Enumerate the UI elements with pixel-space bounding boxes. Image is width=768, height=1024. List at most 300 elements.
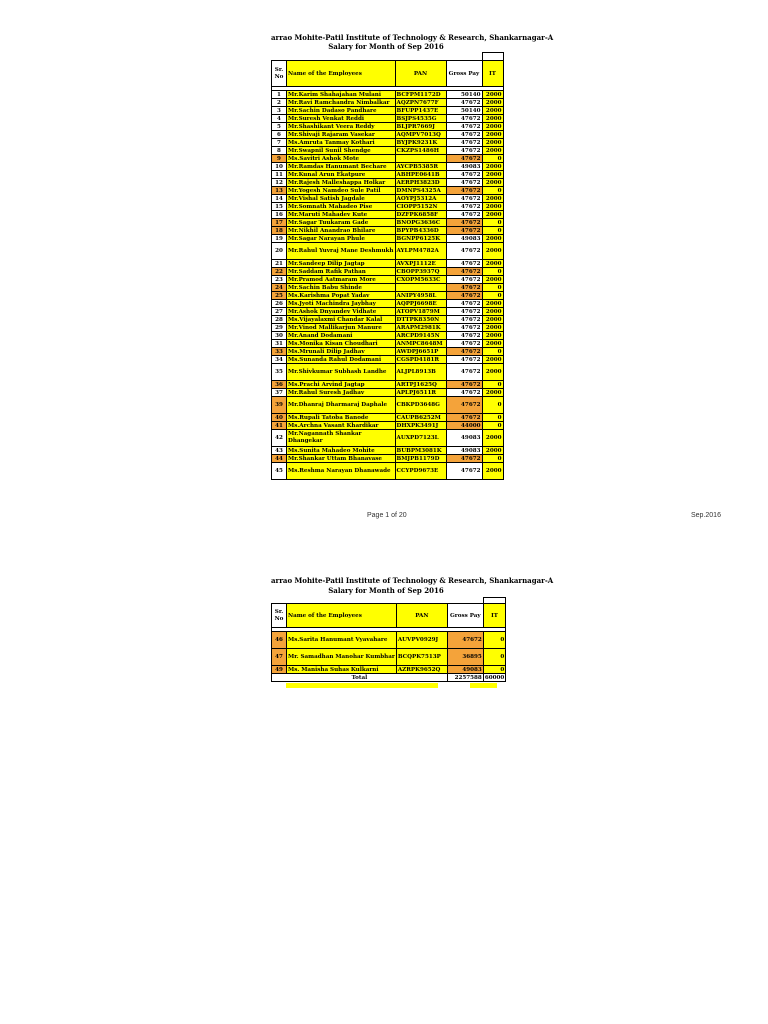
cell-gross: 47672 — [446, 195, 482, 203]
cell-gross: 47672 — [446, 389, 482, 397]
cell-sr: 44 — [272, 455, 287, 463]
cell-gross: 47672 — [446, 300, 482, 308]
table-row — [272, 91, 504, 99]
cell-name: Mr.Shivkumar Subhash Landhe — [287, 364, 396, 381]
cell-pan: ATOPV1879M — [395, 308, 446, 316]
cell-it: 0 — [482, 348, 503, 356]
cell-pan: ANMPC8648M — [395, 340, 446, 348]
table-row — [272, 430, 504, 447]
cell-name: Mr.Shashikant Veera Reddy — [287, 123, 396, 131]
cell-pan: AZRPK9652Q — [396, 666, 447, 674]
cell-gross: 47672 — [447, 632, 483, 649]
cell-it: 0 — [482, 292, 503, 300]
cell-name: Ms.Vijayalaxmi Chandar Kalal — [287, 316, 396, 324]
cell-it: 2000 — [482, 340, 503, 348]
cell-pan: BGNPP6125K — [395, 235, 446, 243]
total-label: Total — [272, 674, 448, 682]
cell-name: Mr.Suresh Venkat Reddi — [287, 115, 396, 123]
cell-it: 2000 — [482, 308, 503, 316]
cell-gross: 47672 — [446, 308, 482, 316]
cell-gross: 47672 — [446, 99, 482, 107]
cell-it: 0 — [483, 666, 505, 674]
cell-name: Mr.Sachin Babu Shinde — [287, 284, 396, 292]
table-row — [272, 463, 504, 480]
cell-sr: 22 — [272, 268, 287, 276]
cell-pan — [395, 284, 446, 292]
table-row — [272, 187, 504, 195]
table-row — [272, 284, 504, 292]
cell-pan: AWDPJ6651P — [395, 348, 446, 356]
cell-name: Ms.Amruta Tanmay Kothari — [287, 139, 396, 147]
cell-sr: 4 — [272, 115, 287, 123]
cell-name: Ms.Karishma Popat Yadav — [287, 292, 396, 300]
table-row — [272, 171, 504, 179]
table-row — [272, 243, 504, 260]
col-header-it-p2: IT — [483, 604, 505, 628]
cell-pan: AERPH3823D — [395, 179, 446, 187]
cell-gross: 47672 — [446, 155, 482, 163]
cell-pan: ABHPE0641B — [395, 171, 446, 179]
header-top-cell — [482, 53, 503, 61]
cell-sr: 15 — [272, 203, 287, 211]
cell-name: Ms. Manisha Suhas Kulkarni — [287, 666, 397, 674]
cell-pan: ALJPL8913B — [395, 364, 446, 381]
table-row — [272, 227, 504, 235]
cell-gross: 47672 — [446, 340, 482, 348]
cell-name: Ms.Reshma Narayan Dhanawade — [287, 463, 396, 480]
table-row — [272, 179, 504, 187]
cell-it: 2000 — [482, 163, 503, 171]
cell-sr: 19 — [272, 235, 287, 243]
cell-pan: CBKPD3648G — [395, 397, 446, 414]
cell-sr: 12 — [272, 179, 287, 187]
table-row — [272, 397, 504, 414]
table-row — [272, 632, 506, 649]
cell-it: 0 — [482, 397, 503, 414]
cell-gross: 47672 — [446, 324, 482, 332]
cell-gross: 47672 — [446, 211, 482, 219]
cell-sr: 46 — [272, 632, 287, 649]
cell-name: Mr.Anand Dodamani — [287, 332, 396, 340]
cell-it: 2000 — [482, 139, 503, 147]
cell-it: 2000 — [482, 147, 503, 155]
cell-sr: 33 — [272, 348, 287, 356]
cell-sr: 21 — [272, 260, 287, 268]
cell-name: Mr.Ravi Ramchandra Nimbalkar — [287, 99, 396, 107]
salary-table-page-1 — [271, 52, 504, 480]
cell-gross: 47672 — [446, 131, 482, 139]
cell-sr: 47 — [272, 649, 287, 666]
table-row — [272, 649, 506, 666]
cell-sr: 28 — [272, 316, 287, 324]
cell-name: Mr. Samadhan Manohar Kumbhar — [287, 649, 397, 666]
table-row — [272, 211, 504, 219]
cell-gross: 47672 — [446, 356, 482, 364]
cell-pan: DMNPS4325A — [395, 187, 446, 195]
cell-name: Mr.Dhanraj Dharmaraj Daphale — [287, 397, 396, 414]
col-header-pan: PAN — [395, 61, 446, 87]
cell-gross: 50140 — [446, 91, 482, 99]
cell-name: Mr.Vishal Satish Jagdale — [287, 195, 396, 203]
cell-gross: 44000 — [446, 422, 482, 430]
cell-gross: 47672 — [446, 397, 482, 414]
table-row — [272, 332, 504, 340]
cell-it: 0 — [483, 649, 505, 666]
cell-it: 2000 — [482, 123, 503, 131]
cell-gross: 47672 — [446, 316, 482, 324]
cell-sr: 2 — [272, 99, 287, 107]
table-row — [272, 340, 504, 348]
cell-gross: 47672 — [446, 123, 482, 131]
cell-sr: 35 — [272, 364, 287, 381]
cell-it: 2000 — [482, 91, 503, 99]
highlight-bar-it — [470, 683, 497, 688]
cell-it: 2000 — [482, 364, 503, 381]
col-header-name: Name of the Employees — [287, 61, 396, 87]
cell-gross: 47672 — [446, 219, 482, 227]
cell-sr: 40 — [272, 414, 287, 422]
cell-gross: 47672 — [446, 463, 482, 480]
cell-gross: 47672 — [446, 227, 482, 235]
cell-it: 2000 — [482, 463, 503, 480]
cell-sr: 45 — [272, 463, 287, 480]
cell-name: Mr.Vinod Mallikarjun Manure — [287, 324, 396, 332]
table-row — [272, 292, 504, 300]
cell-it: 2000 — [482, 430, 503, 447]
table-row — [272, 422, 504, 430]
cell-it: 0 — [482, 227, 503, 235]
cell-pan: AQMPV7013Q — [395, 131, 446, 139]
cell-sr: 49 — [272, 666, 287, 674]
col-header-pan-p2: PAN — [396, 604, 447, 628]
cell-pan: CKZPS1486H — [395, 147, 446, 155]
cell-sr: 29 — [272, 324, 287, 332]
cell-sr: 11 — [272, 171, 287, 179]
cell-pan: BLJPR7669J — [395, 123, 446, 131]
cell-pan: BFUPP1437E — [395, 107, 446, 115]
table-row — [272, 107, 504, 115]
highlight-bar — [286, 683, 438, 688]
cell-pan: ARCPD9145N — [395, 332, 446, 340]
cell-sr: 41 — [272, 422, 287, 430]
cell-sr: 8 — [272, 147, 287, 155]
cell-it: 2000 — [482, 211, 503, 219]
cell-gross: 47672 — [446, 364, 482, 381]
cell-name: Ms.Monika Kisan Choudhari — [287, 340, 396, 348]
cell-sr: 24 — [272, 284, 287, 292]
cell-gross: 47672 — [446, 276, 482, 284]
cell-name: Mr.Ramdas Hanumant Bechare — [287, 163, 396, 171]
footer-date: Sep.2016 — [691, 512, 721, 519]
cell-gross: 49083 — [446, 235, 482, 243]
cell-name: Ms.Prachi Arvind Jagtap — [287, 381, 396, 389]
cell-pan: BNOPG3636C — [395, 219, 446, 227]
cell-pan: CIOPP5152N — [395, 203, 446, 211]
cell-pan: BYJPK9231K — [395, 139, 446, 147]
cell-pan: CCYPD9673E — [395, 463, 446, 480]
cell-pan: AYCPB5385R — [395, 163, 446, 171]
total-gross: 2257588 — [447, 674, 483, 682]
cell-gross: 47672 — [446, 455, 482, 463]
cell-pan: AYLPM4782A — [395, 243, 446, 260]
cell-name: Ms.Jyoti Machindra Jaybhay — [287, 300, 396, 308]
table-row — [272, 364, 504, 381]
table-row — [272, 195, 504, 203]
cell-gross: 47672 — [446, 203, 482, 211]
cell-sr: 26 — [272, 300, 287, 308]
cell-it: 2000 — [482, 332, 503, 340]
cell-name: Ms.Rupali Tatoba Banode — [287, 414, 396, 422]
table-row — [272, 389, 504, 397]
cell-sr: 37 — [272, 389, 287, 397]
cell-it: 2000 — [482, 447, 503, 455]
cell-name: Mr.Swapnil Sunil Shendge — [287, 147, 396, 155]
cell-name: Mr.Ashok Dnyandev Vidhate — [287, 308, 396, 316]
cell-it: 0 — [482, 381, 503, 389]
cell-pan: CGSPD4181R — [395, 356, 446, 364]
cell-sr: 34 — [272, 356, 287, 364]
table-row — [272, 115, 504, 123]
table-row — [272, 139, 504, 147]
cell-sr: 7 — [272, 139, 287, 147]
cell-gross: 47672 — [446, 243, 482, 260]
table-row — [272, 455, 504, 463]
cell-gross: 49083 — [446, 447, 482, 455]
table-row — [272, 414, 504, 422]
cell-name: Mr.Shivaji Rajaram Vasekar — [287, 131, 396, 139]
cell-it: 2000 — [482, 276, 503, 284]
cell-it: 0 — [482, 284, 503, 292]
cell-sr: 6 — [272, 131, 287, 139]
cell-name: Mr.Maruti Mahadev Kute — [287, 211, 396, 219]
cell-sr: 25 — [272, 292, 287, 300]
cell-sr: 20 — [272, 243, 287, 260]
cell-gross: 47672 — [446, 284, 482, 292]
cell-gross: 47672 — [446, 147, 482, 155]
table-row — [272, 163, 504, 171]
table-row — [272, 324, 504, 332]
cell-it: 2000 — [482, 195, 503, 203]
cell-it: 0 — [482, 155, 503, 163]
cell-name: Mr.Sagar Tuukaram Gade — [287, 219, 396, 227]
cell-pan: CXOPM5633C — [395, 276, 446, 284]
cell-pan: BUBPM3081K — [395, 447, 446, 455]
table-row — [272, 260, 504, 268]
cell-it: 2000 — [482, 107, 503, 115]
table-row — [272, 348, 504, 356]
cell-name: Mr.Saddam Rafik Pathan — [287, 268, 396, 276]
cell-gross: 50140 — [446, 107, 482, 115]
cell-gross: 47672 — [446, 139, 482, 147]
cell-pan — [395, 155, 446, 163]
cell-pan: BMJPB1179D — [395, 455, 446, 463]
cell-it: 2000 — [482, 389, 503, 397]
cell-pan: ARAPM2981K — [395, 324, 446, 332]
cell-name: Ms.Sarita Hanumant Vyavahare — [287, 632, 397, 649]
cell-it: 2000 — [482, 235, 503, 243]
cell-name: Mr.Sandeep Dilip Jagtap — [287, 260, 396, 268]
cell-pan: BCQPK7513P — [396, 649, 447, 666]
col-header-sr-p2: Sr. No — [272, 604, 287, 628]
col-header-it: IT — [482, 61, 503, 87]
cell-name: Mr.Kunal Arun Ekatpure — [287, 171, 396, 179]
cell-pan: DHXPK3491J — [395, 422, 446, 430]
cell-gross: 47672 — [446, 115, 482, 123]
cell-pan: BPYPB4336D — [395, 227, 446, 235]
table-row — [272, 235, 504, 243]
cell-pan: CBOPP3937Q — [395, 268, 446, 276]
cell-it: 0 — [482, 187, 503, 195]
table-row — [272, 219, 504, 227]
cell-it: 0 — [482, 414, 503, 422]
cell-pan: ANIPY4958L — [395, 292, 446, 300]
table-row — [272, 381, 504, 389]
cell-pan: AQZPN7677F — [395, 99, 446, 107]
cell-name: Mr.Nikhil Anandrao Bhilare — [287, 227, 396, 235]
cell-pan: AUVPV0929J — [396, 632, 447, 649]
cell-gross: 36895 — [447, 649, 483, 666]
cell-gross: 47672 — [446, 179, 482, 187]
cell-name: Ms.Sunita Mahadeo Mohite — [287, 447, 396, 455]
cell-gross: 47672 — [446, 414, 482, 422]
table-row — [272, 203, 504, 211]
cell-gross: 47672 — [446, 260, 482, 268]
cell-pan: ARTPJ1625Q — [395, 381, 446, 389]
cell-name: Mr.Yogesh Namdeo Sule Patil — [287, 187, 396, 195]
cell-it: 0 — [482, 219, 503, 227]
cell-gross: 47672 — [446, 332, 482, 340]
table-row — [272, 276, 504, 284]
cell-name: Mr.Karim Shahajahan Mulani — [287, 91, 396, 99]
cell-name: Mr.Sachin Dadaso Pandhare — [287, 107, 396, 115]
cell-gross: 47672 — [446, 381, 482, 389]
cell-name: Ms.Mrunali Dilip Jadhav — [287, 348, 396, 356]
col-header-sr: Sr. No — [272, 61, 287, 87]
cell-it: 2000 — [482, 316, 503, 324]
cell-pan: APLPJ6511R — [395, 389, 446, 397]
cell-it: 0 — [482, 422, 503, 430]
table-row — [272, 131, 504, 139]
cell-it: 2000 — [482, 260, 503, 268]
cell-sr: 14 — [272, 195, 287, 203]
cell-it: 2000 — [482, 243, 503, 260]
cell-sr: 17 — [272, 219, 287, 227]
cell-gross: 49083 — [447, 666, 483, 674]
table-row — [272, 268, 504, 276]
cell-it: 2000 — [482, 356, 503, 364]
cell-name: Mr.Shankar Uttam Bhanavase — [287, 455, 396, 463]
col-header-gross: Gross Pay — [446, 61, 482, 87]
cell-sr: 9 — [272, 155, 287, 163]
cell-sr: 39 — [272, 397, 287, 414]
table-row — [272, 308, 504, 316]
cell-gross: 47672 — [446, 187, 482, 195]
cell-sr: 36 — [272, 381, 287, 389]
table-row — [272, 316, 504, 324]
cell-name: Mr.Pramod Aatmaram More — [287, 276, 396, 284]
cell-sr: 13 — [272, 187, 287, 195]
cell-name: Mr.Rahul Suresh Jadhav — [287, 389, 396, 397]
cell-sr: 10 — [272, 163, 287, 171]
cell-sr: 42 — [272, 430, 287, 447]
cell-name: Mr.Sagar Narayan Phule — [287, 235, 396, 243]
cell-sr: 27 — [272, 308, 287, 316]
cell-sr: 31 — [272, 340, 287, 348]
cell-name: Mr.Somnath Mahadeo Pise — [287, 203, 396, 211]
cell-pan: AUXPD7123L — [395, 430, 446, 447]
table-row — [272, 147, 504, 155]
cell-it: 0 — [482, 455, 503, 463]
table-row — [272, 300, 504, 308]
cell-gross: 47672 — [446, 348, 482, 356]
cell-pan: CAUPB6252M — [395, 414, 446, 422]
cell-sr: 5 — [272, 123, 287, 131]
cell-name: Ms.Savitri Ashok Mote — [287, 155, 396, 163]
cell-it: 2000 — [482, 324, 503, 332]
col-header-gross-p2: Gross Pay — [447, 604, 483, 628]
total-it: 60000 — [484, 674, 505, 681]
cell-name: Mr.Nagannath Shankar Dhangekar — [287, 430, 396, 447]
cell-pan: DZFPK6858F — [395, 211, 446, 219]
page-number: Page 1 of 20 — [367, 512, 407, 519]
cell-name: Ms.Sunanda Rahul Dodamani — [287, 356, 396, 364]
cell-it: 0 — [483, 632, 505, 649]
col-header-name-p2: Name of the Employees — [287, 604, 397, 628]
cell-it: 2000 — [482, 179, 503, 187]
institute-title: arrao Mohite-Patil Institute of Technology & Research, Shankarnagar-A — [271, 33, 554, 42]
cell-it: 2000 — [482, 131, 503, 139]
cell-pan: DTTPK8350N — [395, 316, 446, 324]
cell-pan: BSJPS4535G — [395, 115, 446, 123]
salary-subtitle: Salary for Month of Sep 2016 — [328, 42, 444, 51]
cell-pan: AOYPJ5312A — [395, 195, 446, 203]
salary-table-page-2 — [271, 597, 506, 682]
cell-gross: 47672 — [446, 171, 482, 179]
institute-title-p2: arrao Mohite-Patil Institute of Technology & Research, Shankarnagar-A — [271, 576, 554, 585]
cell-gross: 49083 — [446, 430, 482, 447]
cell-pan: BCFPM1172D — [395, 91, 446, 99]
cell-gross: 49083 — [446, 163, 482, 171]
cell-sr: 23 — [272, 276, 287, 284]
salary-subtitle-p2: Salary for Month of Sep 2016 — [328, 586, 444, 595]
cell-it: 2000 — [482, 203, 503, 211]
cell-it: 2000 — [482, 300, 503, 308]
cell-it: 2000 — [482, 115, 503, 123]
cell-sr: 3 — [272, 107, 287, 115]
cell-sr: 30 — [272, 332, 287, 340]
cell-gross: 47672 — [446, 292, 482, 300]
table-row — [272, 666, 506, 674]
cell-pan: AVXPJ1112E — [395, 260, 446, 268]
cell-gross: 47672 — [446, 268, 482, 276]
cell-sr: 1 — [272, 91, 287, 99]
cell-sr: 43 — [272, 447, 287, 455]
cell-sr: 16 — [272, 211, 287, 219]
cell-name: Mr.Rajesh Malleshappa Holkar — [287, 179, 396, 187]
cell-it: 2000 — [482, 99, 503, 107]
cell-pan: AQPPJ6698E — [395, 300, 446, 308]
table-row — [272, 447, 504, 455]
cell-sr: 18 — [272, 227, 287, 235]
cell-name: Ms.Archna Vasant Khardikar — [287, 422, 396, 430]
cell-it: 0 — [482, 268, 503, 276]
table-row — [272, 356, 504, 364]
table-row — [272, 99, 504, 107]
table-row — [272, 123, 504, 131]
cell-it: 2000 — [482, 171, 503, 179]
cell-name: Mr.Rahul Yuvraj Mane Deshmukh — [287, 243, 396, 260]
table-row — [272, 155, 504, 163]
